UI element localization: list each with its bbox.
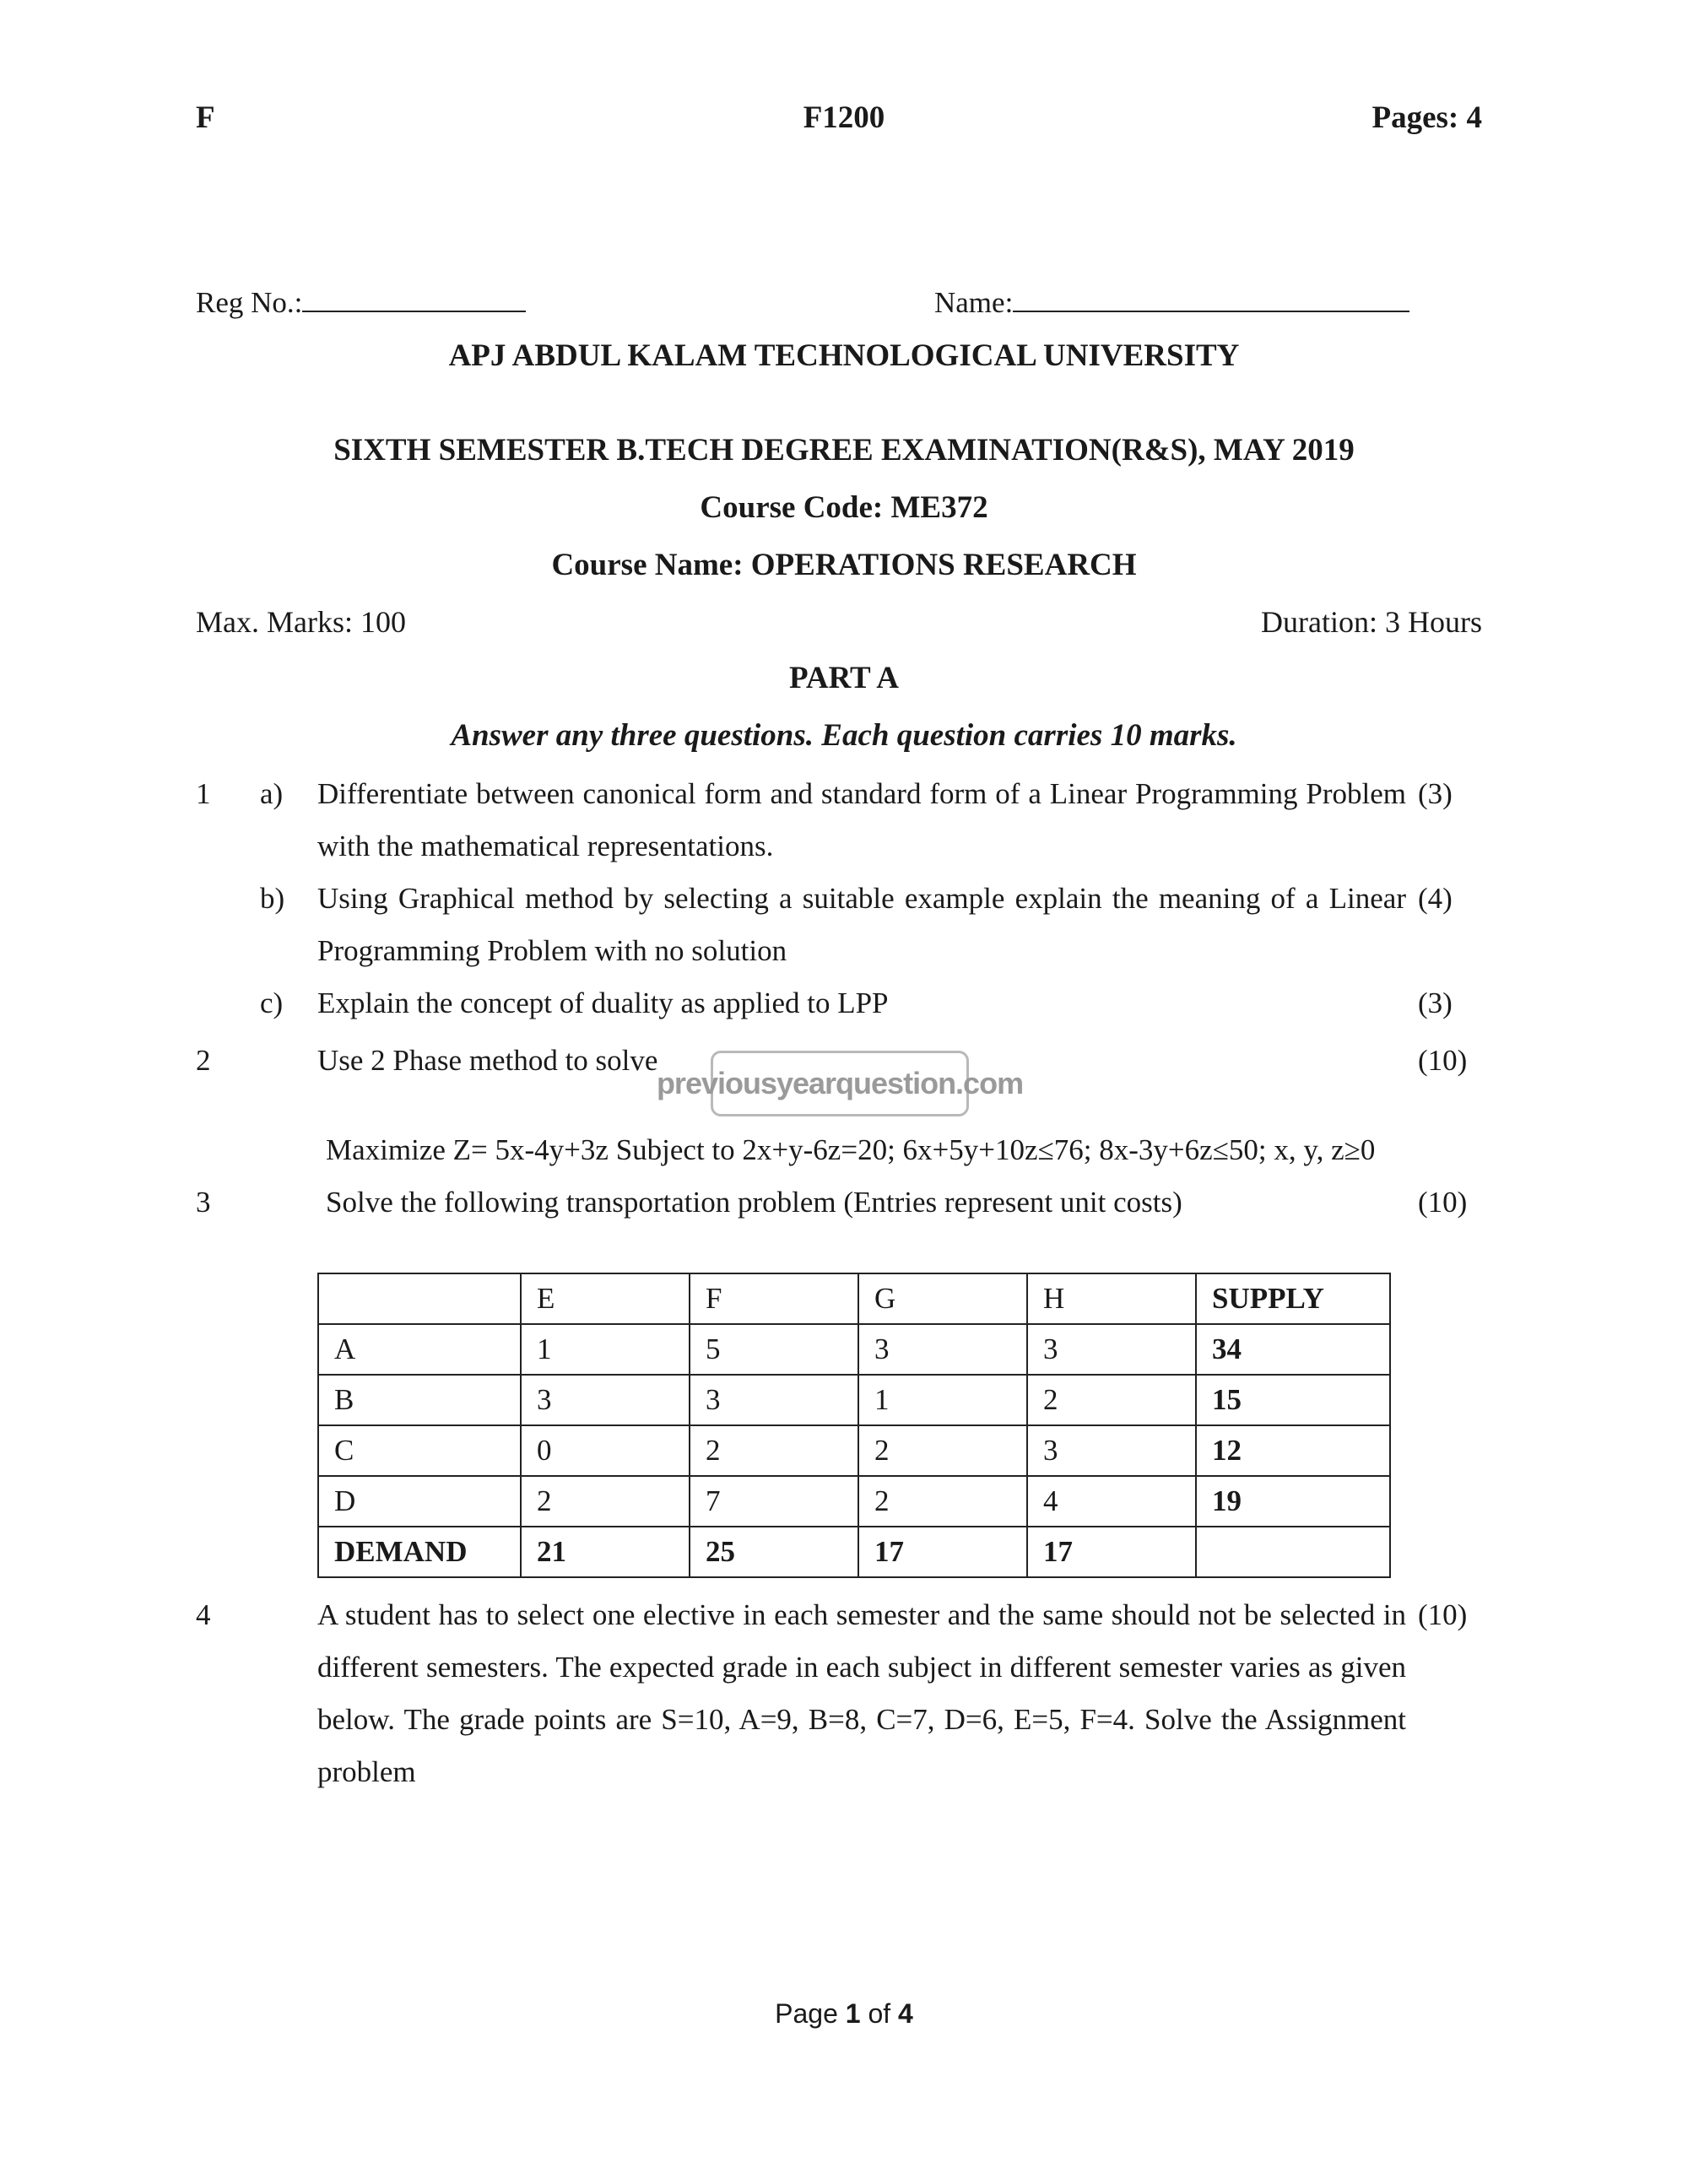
table-row xyxy=(318,1324,1390,1375)
table-cell: SUPPLY xyxy=(1196,1273,1390,1324)
reg-no-label: Reg No.: xyxy=(196,286,303,319)
table-cell: 19 xyxy=(1196,1476,1390,1527)
q2-text: Use 2 Phase method to solve xyxy=(317,1044,658,1077)
table-cell: H xyxy=(1027,1273,1196,1324)
table-cell: 2 xyxy=(521,1476,690,1527)
table-row xyxy=(318,1375,1390,1425)
table-cell: 1 xyxy=(521,1324,690,1375)
table-cell: 17 xyxy=(858,1527,1027,1577)
header-left: F xyxy=(196,100,215,135)
name-label: Name: xyxy=(934,286,1014,319)
table-cell: 2 xyxy=(690,1425,858,1476)
q3-text: Solve the following transportation problem (Entries represent unit costs) xyxy=(326,1186,1182,1219)
footer-current-page: 1 xyxy=(845,1998,861,2029)
name-blank xyxy=(1013,285,1409,312)
q1a-label: a) xyxy=(260,777,284,810)
footer-total-pages: 4 xyxy=(898,1998,913,2029)
table-cell: 15 xyxy=(1196,1375,1390,1425)
duration: Duration: 3 Hours xyxy=(1261,605,1482,639)
q4-text: A student has to select one elective in each semester and the same should not be selected in different semesters. The expected grade in each subject in different semester varies as given below. The grade points are S=10, A=9, B=8, C=7, D=6, E=5, F=4. Solve the Assignment problem xyxy=(317,1598,1406,1788)
table-row xyxy=(318,1425,1390,1476)
question-number-4: 4 xyxy=(196,1598,211,1631)
table-cell: 2 xyxy=(858,1425,1027,1476)
transportation-table xyxy=(317,1273,1391,1578)
table-cell: 2 xyxy=(1027,1375,1196,1425)
q1c-text: Explain the concept of duality as applied to LPP xyxy=(317,987,889,1019)
part-heading: PART A xyxy=(789,661,899,695)
table-header-row xyxy=(318,1273,1390,1324)
table-cell: 1 xyxy=(858,1375,1027,1425)
q2-marks: (10) xyxy=(1418,1044,1468,1077)
table-cell: 2 xyxy=(858,1476,1027,1527)
table-cell: 5 xyxy=(690,1324,858,1375)
table-cell: DEMAND xyxy=(318,1527,521,1577)
table-cell: E xyxy=(521,1273,690,1324)
question-number-2: 2 xyxy=(196,1044,211,1077)
watermark-logo: previousyearquestion.com xyxy=(711,1051,969,1116)
table-cell: B xyxy=(318,1375,521,1425)
q1c-marks: (3) xyxy=(1418,987,1453,1019)
table-cell: G xyxy=(858,1273,1027,1324)
table-cell: F xyxy=(690,1273,858,1324)
q1b-marks: (4) xyxy=(1418,882,1453,915)
table-demand-row xyxy=(318,1527,1390,1577)
table-cell: 3 xyxy=(690,1375,858,1425)
question-number-1: 1 xyxy=(196,777,211,810)
table-cell: 21 xyxy=(521,1527,690,1577)
name-field xyxy=(934,285,1409,320)
page-footer xyxy=(0,1998,1688,2030)
exam-title: SIXTH SEMESTER B.TECH DEGREE EXAMINATION(R&S), MAY 2019 xyxy=(333,433,1355,468)
table-cell: 17 xyxy=(1027,1527,1196,1577)
university-name: APJ ABDUL KALAM TECHNOLOGICAL UNIVERSITY xyxy=(448,338,1240,373)
reg-no-blank xyxy=(302,285,526,312)
table-cell: 4 xyxy=(1027,1476,1196,1527)
q1a-text: Differentiate between canonical form and standard form of a Linear Programming Problem with the mathematical representations. xyxy=(317,777,1406,862)
table-cell: 25 xyxy=(690,1527,858,1577)
q4-marks: (10) xyxy=(1418,1598,1468,1631)
footer-page-word: Page xyxy=(775,1998,838,2029)
header-pages: Pages: 4 xyxy=(1372,100,1482,135)
table-cell: C xyxy=(318,1425,521,1476)
table-cell: 3 xyxy=(521,1375,690,1425)
header-code: F1200 xyxy=(803,100,885,135)
table-row xyxy=(318,1476,1390,1527)
q1b-label: b) xyxy=(260,882,285,915)
instructions: Answer any three questions. Each question carries 10 marks. xyxy=(451,718,1237,753)
max-marks: Max. Marks: 100 xyxy=(196,605,406,639)
footer-of-word: of xyxy=(868,1998,891,2029)
table-cell: 0 xyxy=(521,1425,690,1476)
q3-marks: (10) xyxy=(1418,1186,1468,1219)
q1a-marks: (3) xyxy=(1418,777,1453,810)
reg-no-field xyxy=(196,285,526,320)
table-cell: 3 xyxy=(1027,1324,1196,1375)
course-code: Course Code: ME372 xyxy=(700,490,988,525)
table-cell: A xyxy=(318,1324,521,1375)
table-cell xyxy=(318,1273,521,1324)
q2-formula: Maximize Z= 5x-4y+3z Subject to 2x+y-6z=20; 6x+5y+10z≤76; 8x-3y+6z≤50; x, y, z≥0 xyxy=(326,1133,1376,1166)
table-cell xyxy=(1196,1527,1390,1577)
question-number-3: 3 xyxy=(196,1186,211,1219)
table-cell: 3 xyxy=(858,1324,1027,1375)
table-cell: 34 xyxy=(1196,1324,1390,1375)
course-name: Course Name: OPERATIONS RESEARCH xyxy=(551,548,1137,582)
table-cell: 12 xyxy=(1196,1425,1390,1476)
table-cell: 3 xyxy=(1027,1425,1196,1476)
q1b-text: Using Graphical method by selecting a suitable example explain the meaning of a Linear Programming Problem with no solution xyxy=(317,882,1406,967)
table-cell: 7 xyxy=(690,1476,858,1527)
q1c-label: c) xyxy=(260,987,284,1019)
table-cell: D xyxy=(318,1476,521,1527)
